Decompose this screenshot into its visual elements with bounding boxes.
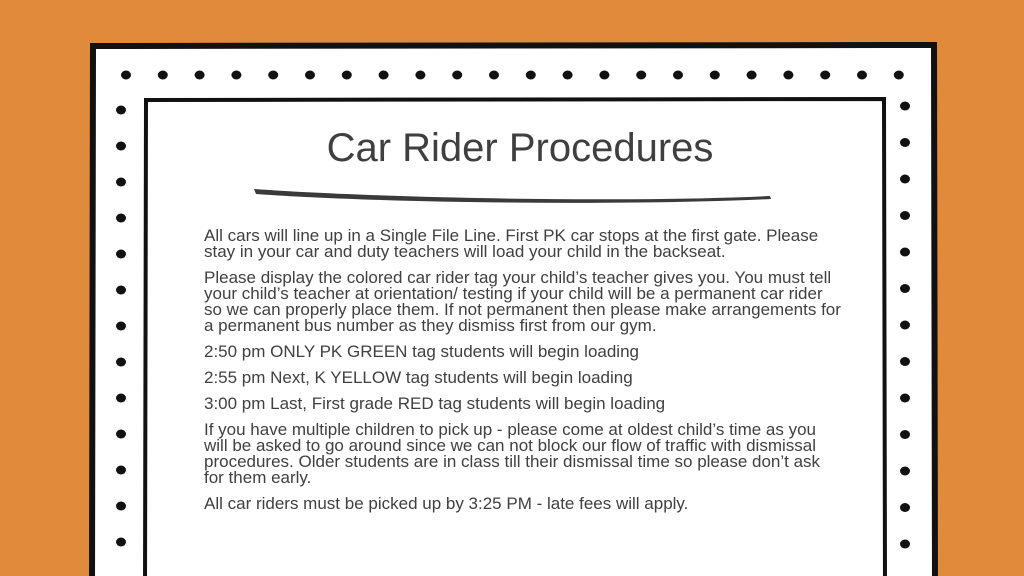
border-dot: [673, 71, 683, 80]
border-dot: [900, 430, 910, 439]
border-dot: [894, 71, 904, 80]
procedures-text: [204, 228, 844, 522]
border-dot: [636, 71, 646, 80]
border-dot: [305, 71, 315, 80]
paragraph-multiple-children: If you have multiple children to pick up - please come at oldest child’s time as you will be asked to go around since we can not block our flow of traffic with dismissal procedures. Older students are in class till their dismissal time so please don’t ask for them early.: [204, 420, 821, 487]
border-dot: [747, 71, 757, 80]
border-dot: [452, 71, 462, 80]
border-dot: [116, 466, 126, 475]
paragraph-pickup-deadline: All car riders must be picked up by 3:25 PM - late fees will apply.: [204, 494, 689, 513]
border-dot: [116, 178, 126, 187]
border-dot: [415, 71, 425, 80]
border-dot: [900, 138, 910, 147]
border-dot: [820, 71, 830, 80]
border-dot: [563, 71, 573, 80]
border-dot: [195, 71, 205, 80]
border-dot: [783, 71, 793, 80]
border-dot: [900, 211, 910, 220]
border-dot: [116, 538, 126, 547]
border-dot: [900, 467, 910, 476]
border-dot: [900, 321, 910, 330]
border-dot: [599, 71, 609, 80]
border-dot: [121, 71, 131, 80]
border-dot: [900, 394, 910, 403]
border-dot: [342, 71, 352, 80]
border-dot: [231, 71, 241, 80]
border-dot: [116, 394, 126, 403]
border-dot: [900, 540, 910, 549]
border-dot: [526, 71, 536, 80]
border-dot: [116, 502, 126, 511]
border-dot: [900, 284, 910, 293]
border-dot: [116, 142, 126, 151]
border-dot: [900, 175, 910, 184]
paragraph-first-grade-time: 3:00 pm Last, First grade RED tag students will begin loading: [204, 394, 666, 413]
border-dot: [158, 71, 168, 80]
border-dot: [900, 102, 910, 111]
border-dot: [379, 71, 389, 80]
border-dot: [489, 71, 499, 80]
border-dot: [116, 322, 126, 331]
border-dot: [857, 71, 867, 80]
border-dot: [116, 358, 126, 367]
border-dot: [116, 286, 126, 295]
border-dot: [268, 71, 278, 80]
slide-title: Car Rider Procedures: [326, 126, 714, 170]
paragraph-pk-time: 2:50 pm ONLY PK GREEN tag students will begin loading: [204, 342, 639, 361]
border-dot: [116, 250, 126, 259]
border-dot: [900, 357, 910, 366]
paragraph-tag: Please display the colored car rider tag your child’s teacher gives you. You must tell your child’s teacher at orientation/ testing if your child will be a permanent car rider so we can properly place them. If not permanent then please make arrangements for a permanent bus number as they dismiss first from our gym.: [204, 268, 841, 335]
border-dot: [710, 71, 720, 80]
paragraph-lineup: All cars will line up in a Single File Line. First PK car stops at the first gate. Please stay in your car and duty teachers will load your child in the backseat.: [204, 226, 819, 261]
border-dot: [116, 430, 126, 439]
border-dot: [900, 248, 910, 257]
paragraph-k-time: 2:55 pm Next, K YELLOW tag students will begin loading: [204, 368, 633, 387]
border-dot: [116, 214, 126, 223]
border-dot: [900, 503, 910, 512]
border-dot: [116, 106, 126, 115]
